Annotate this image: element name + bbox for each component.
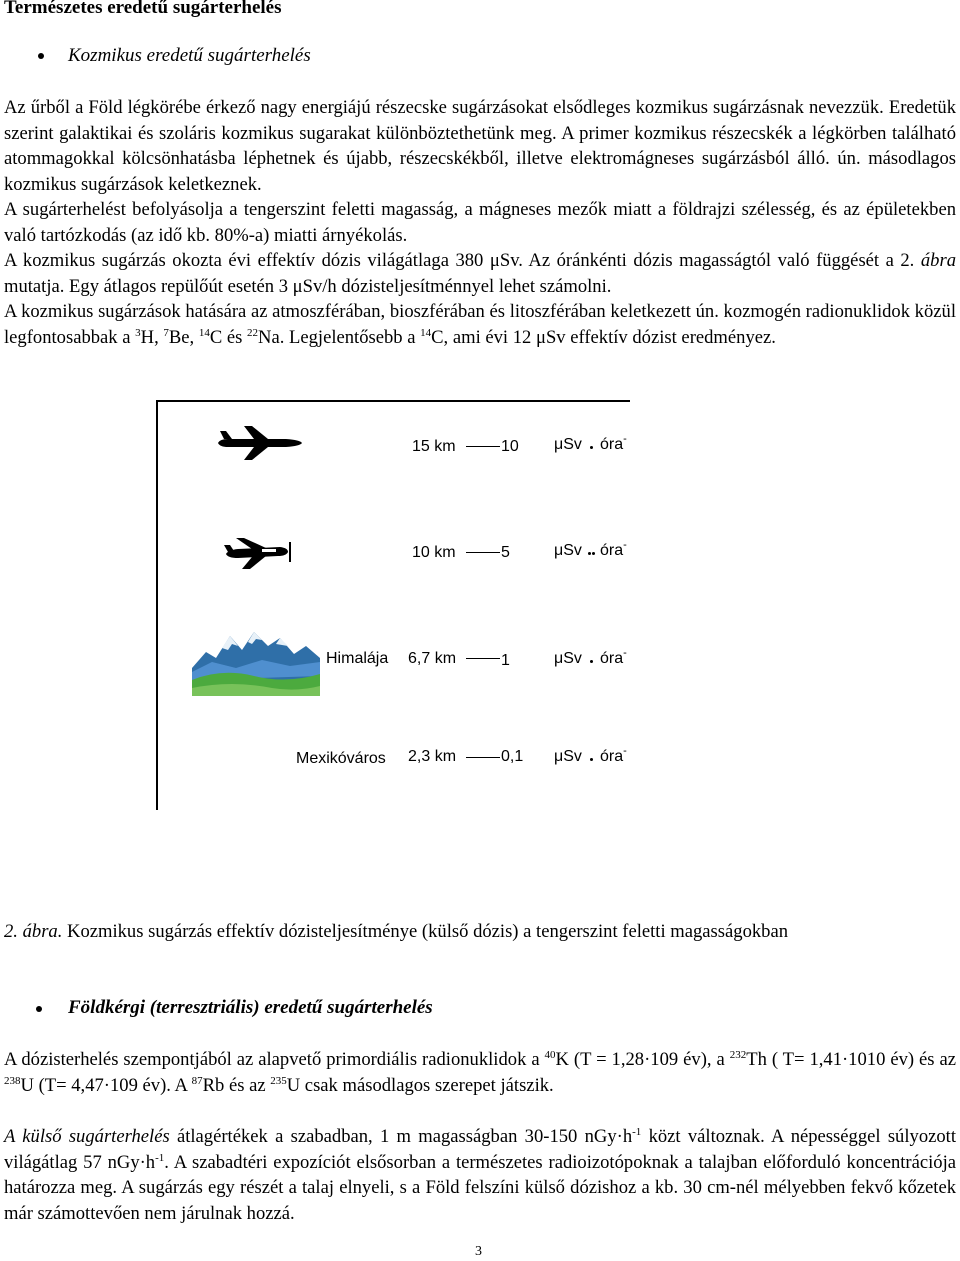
multiply-dot bbox=[592, 552, 595, 555]
paragraph-dose-average: A kozmikus sugárzás okozta évi effektív dózis világátlaga 380 μSv. Az óránkénti dózis magasságtól való függését a 2. ábra mutatja. Egy átlagos repülőút esetén 3 μSv/h dózisteljesítménnyel lehet számolni. bbox=[4, 250, 956, 297]
dose-unit: μSv bbox=[554, 748, 582, 765]
dose-per-hour: óra- bbox=[600, 745, 627, 765]
page-heading: Természetes eredetű sugárterhelés bbox=[4, 0, 282, 18]
figure-frame-left bbox=[156, 400, 158, 810]
altitude-label: 15 km bbox=[412, 438, 456, 455]
scale-tick bbox=[466, 658, 500, 659]
place-label: Himalája bbox=[326, 650, 389, 667]
mountains-icon bbox=[192, 624, 320, 696]
section-cosmic-heading: Kozmikus eredetű sugárterhelés bbox=[68, 45, 311, 66]
dose-value: 10 bbox=[501, 438, 519, 455]
section-terrestrial-heading: Földkérgi (terresztriális) eredetű sugárterhelés bbox=[68, 997, 433, 1018]
multiply-dot bbox=[588, 552, 591, 555]
scale-tick bbox=[466, 446, 500, 447]
altitude-label: 10 km bbox=[412, 544, 456, 561]
paragraph-shielding: A sugárterhelést befolyásolja a tengerszint feletti magasság, a mágneses mezők miatt a földrajzi szélesség, és az épületekben való tartózkodás (az idő kb. 80%-a) miatti árnyékolás. bbox=[4, 199, 956, 246]
page-number: 3 bbox=[475, 1244, 482, 1259]
propeller-plane-icon bbox=[222, 536, 294, 570]
multiply-dot bbox=[590, 758, 593, 761]
scale-tick bbox=[466, 552, 500, 553]
scale-tick bbox=[466, 757, 500, 758]
place-label: Mexikóváros bbox=[296, 750, 386, 767]
paragraph-cosmogenic: A kozmikus sugárzások hatására az atmoszférában, bioszférában és litoszférában keletkezett ún. kozmogén radionuklidok közül legfontosabbak a $^3$H, $^7$Be, $^{14}$C és $^{22}$Na. Legjelentősebb a $^{14}$C, ami évi 12 μSv effektív dózist eredményez. bbox=[4, 301, 956, 348]
dose-unit: μSv bbox=[554, 542, 582, 559]
paragraph-primordial: A dózisterhelés szempontjából az alapvető primordiális radionuklidok a $^{40}$K (T = 1,28·109 év), a $^{232}$Th ( T= 1,41·1010 év) és az $^{238}$U (T= 4,47·109 év). A $^{87}$Rb és az $^{235}$U csak másodlagos szerepet játszik. bbox=[4, 1049, 956, 1096]
paragraph-cosmic-intro: Az űrből a Föld légkörébe érkező nagy energiájú részecske sugárzásokat elsődleges kozmikus sugárzásnak nevezzük. Eredetük szerint galaktikai és szoláris kozmikus sugarakat különböztethetünk meg. A primer kozmikus részecskék a légkörben található atommagokkal kölcsönhatásba léphetnek és újabb, részecskékből, illetve elektromágneses sugárzásból álló. ún. másodlagos kozmikus sugárzások keletkeznek. bbox=[4, 97, 956, 195]
multiply-dot bbox=[590, 660, 593, 663]
paragraph-external-exposure: A külső sugárterhelés átlagértékek a szabadban, 1 m magasságban 30-150 $nGy\cdot h^{-1}$ közt változnak. A népességgel súlyozott világátlag 57 $nGy\cdot h^{-1}$. A szabadtéri expozíciót elsősorban a természetes radioizotópoknak a talajban előforduló koncentrációja határozza meg. A sugárzás egy részét a talaj elnyeli, s a Föld felszíni külső dózishoz a kb. 30 cm-nél mélyebben fekvő kőzetek már számottevően nem járulnak hozzá. bbox=[4, 1126, 956, 1224]
figure-frame-top bbox=[156, 400, 630, 402]
altitude-label: 6,7 km bbox=[408, 650, 457, 667]
bullet-dot bbox=[36, 1006, 42, 1012]
multiply-dot bbox=[590, 446, 593, 449]
dose-per-hour: óra- bbox=[600, 647, 627, 667]
figure-caption: 2. ábra. Kozmikus sugárzás effektív dózisteljesítménye (külső dózis) a tengerszint feletti magasságokban bbox=[4, 921, 789, 942]
altitude-label: 2,3 km bbox=[408, 748, 457, 765]
bullet-dot bbox=[38, 53, 44, 59]
dose-per-hour: óra- bbox=[600, 433, 627, 453]
jet-plane-icon bbox=[216, 425, 304, 461]
dose-value: 1 bbox=[501, 652, 510, 669]
dose-per-hour: óra- bbox=[600, 539, 627, 559]
dose-unit: μSv bbox=[554, 436, 582, 453]
dose-value: 0,1 bbox=[501, 748, 524, 765]
dose-unit: μSv bbox=[554, 650, 582, 667]
dose-value: 5 bbox=[501, 544, 510, 561]
